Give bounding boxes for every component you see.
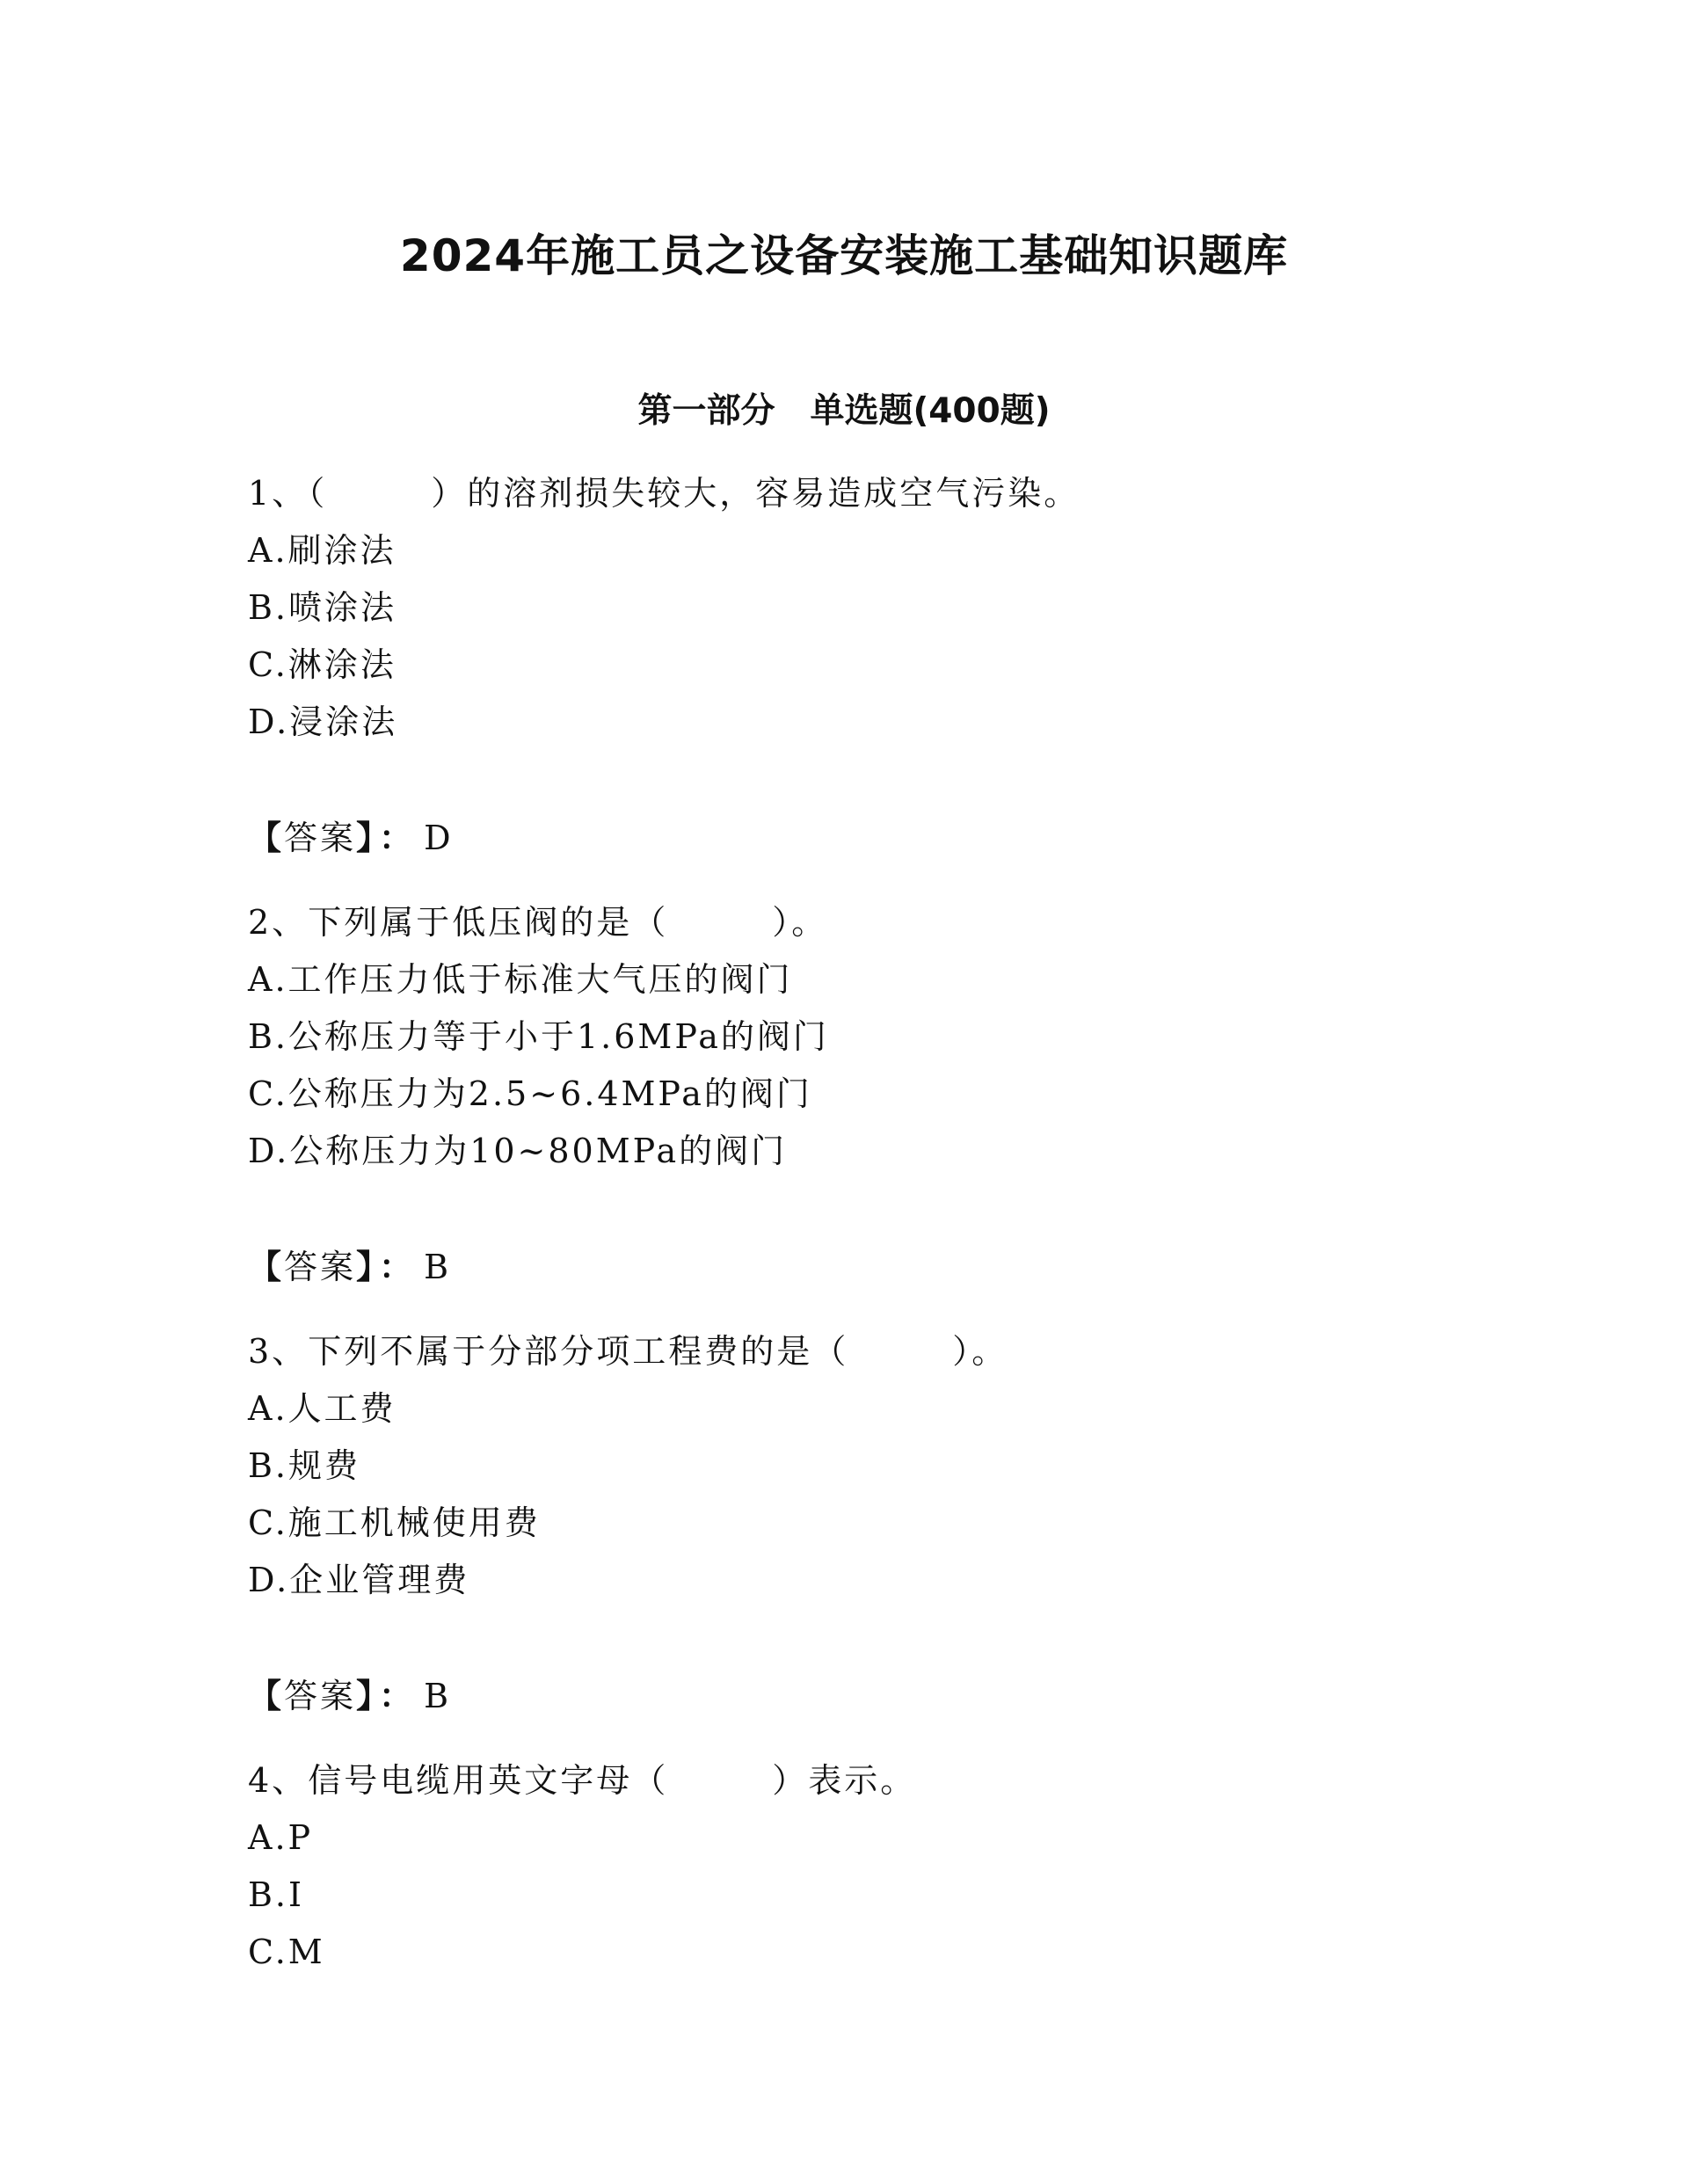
question-number: 3、 — [248, 1332, 309, 1371]
answer-value: D — [424, 819, 454, 857]
question-4-option-b: B.I — [248, 1875, 305, 1914]
question-3-answer — [248, 1674, 451, 1718]
answer-label: 答案 — [284, 1677, 357, 1715]
question-2-stem — [248, 900, 827, 944]
question-3-option-d: D.企业管理费 — [248, 1561, 470, 1599]
question-1-option-a: A.刷涂法 — [248, 531, 397, 570]
section-subtitle: 单选题(400题) — [810, 391, 1051, 431]
answer-colon: ： — [379, 819, 416, 857]
stem-after-blank: ）。 — [952, 1332, 1008, 1371]
question-1-option-d: D.浸涂法 — [248, 703, 398, 741]
answer-open-bracket: 【 — [248, 1248, 285, 1286]
answer-close-bracket: 】 — [356, 1677, 376, 1715]
question-1-stem — [248, 471, 1080, 515]
answer-open-bracket: 【 — [248, 1677, 285, 1715]
question-3-option-b: B.规费 — [248, 1446, 361, 1485]
question-4-option-a: A.P — [248, 1818, 314, 1857]
section-name: 第一部分 — [637, 391, 775, 431]
answer-label: 答案 — [284, 819, 357, 857]
question-1-answer — [248, 816, 454, 860]
document-title: 2024年施工员之设备安装施工基础知识题库 — [399, 229, 1289, 281]
question-4-option-c: C.M — [248, 1933, 325, 1971]
stem-before-blank: 下列不属于分部分项工程费的是（ — [308, 1332, 849, 1371]
question-3-stem — [248, 1329, 1008, 1373]
answer-colon: ： — [379, 1248, 416, 1286]
question-2-option-d: D.公称压力为10~80MPa的阀门 — [248, 1132, 788, 1170]
question-1-option-c: C.淋涂法 — [248, 645, 397, 684]
stem-after-blank: ）。 — [772, 903, 828, 942]
question-3-option-c: C.施工机械使用费 — [248, 1503, 541, 1542]
answer-value: B — [424, 1248, 451, 1286]
stem-before-blank: 下列属于低压阀的是（ — [308, 903, 669, 942]
question-number: 4、 — [248, 1761, 309, 1800]
stem-after-blank: ）表示。 — [772, 1761, 917, 1800]
question-3-option-a: A.人工费 — [248, 1389, 397, 1428]
stem-after-blank: ）的溶剂损失较大，容易造成空气污染。 — [431, 474, 1080, 513]
answer-value: B — [424, 1677, 451, 1715]
stem-before-blank: 信号电缆用英文字母（ — [308, 1761, 669, 1800]
answer-label: 答案 — [284, 1248, 357, 1286]
question-2-option-c: C.公称压力为2.5~6.4MPa的阀门 — [248, 1074, 812, 1113]
question-1-option-b: B.喷涂法 — [248, 588, 397, 627]
answer-close-bracket: 】 — [356, 1248, 376, 1286]
stem-before-blank: （ — [308, 474, 328, 513]
answer-colon: ： — [379, 1677, 416, 1715]
question-2-option-b: B.公称压力等于小于1.6MPa的阀门 — [248, 1017, 829, 1056]
answer-open-bracket: 【 — [248, 819, 285, 857]
question-2-answer — [248, 1245, 451, 1289]
question-2-option-a: A.工作压力低于标准大气压的阀门 — [248, 960, 793, 999]
question-number: 1、 — [248, 474, 309, 513]
answer-close-bracket: 】 — [356, 819, 376, 857]
section-heading — [0, 387, 1688, 436]
question-4-stem — [248, 1758, 916, 1802]
question-number: 2、 — [248, 903, 309, 942]
